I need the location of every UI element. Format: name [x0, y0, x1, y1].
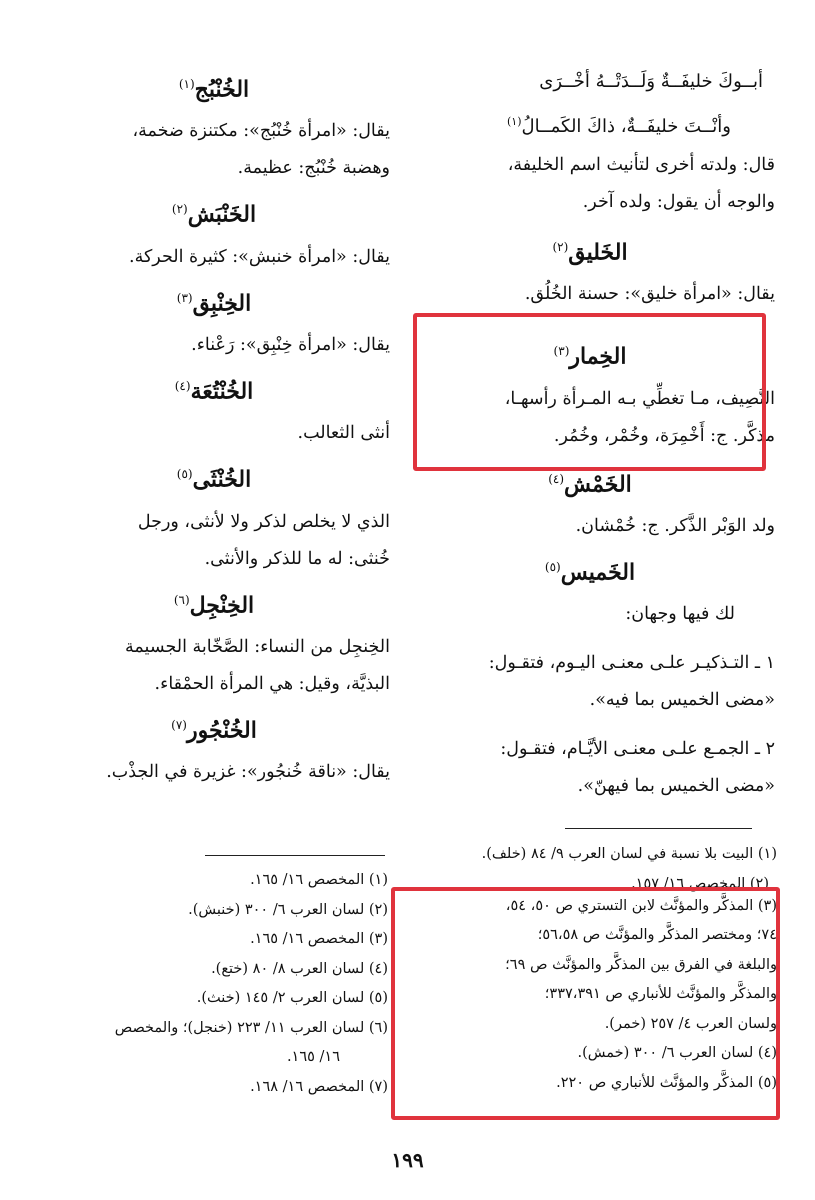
poem-verse-2 — [405, 102, 775, 147]
footnote-ref: (٢) — [552, 240, 569, 254]
footnote-line: والمذكَّر والمؤنَّث للأنباري ص ٣٣٧،٣٩١؛ — [544, 986, 777, 1002]
entry-title: الخُنْجُور — [186, 717, 257, 744]
entry-text: البذيَّة، وقيل: هي المرأة الحمْقاء. — [154, 673, 390, 694]
entry-heading — [38, 278, 390, 323]
entry-heading — [38, 366, 390, 411]
footnote-ref: (٣) — [553, 344, 570, 359]
entry-text: الخِنجِل من النساء: الصَّخّابة الجسيمة — [125, 636, 390, 657]
footnote-line: (١) المخصص ١٦/ ١٦٥. — [250, 872, 388, 888]
footnote-line: (٥) لسان العرب ٢/ ١٤٥ (خنث). — [196, 990, 388, 1006]
footnote-line: (١) البيت بلا نسبة في لسان العرب ٩/ ٨٤ (خلف). — [481, 846, 777, 862]
left-column — [38, 62, 390, 791]
footnote-ref: (٤) — [174, 378, 191, 393]
footnote-line: (٦) لسان العرب ١١/ ٢٢٣ (خنجل)؛ والمخصص — [114, 1019, 388, 1036]
entry-text: يقال: «ناقة خُنجُور»: غزيرة في الجذْب. — [106, 762, 390, 783]
entry-title: الخِنْبِق — [192, 289, 252, 316]
entry-heading — [38, 454, 390, 499]
entry-text: يقال: «امرأة خليق»: حسنة الخُلُق. — [524, 284, 775, 305]
footnote-ref: (٣) — [176, 290, 193, 305]
footnote-line: ولسان العرب ٤/ ٢٥٧ (خمر). — [604, 1015, 777, 1032]
footnote-line: (٤) لسان العرب ٨/ ٨٠ (ختع). — [211, 960, 388, 977]
entry-text: وهضبة خُنْبُج: عظيمة. — [237, 158, 390, 179]
entry-title: الخَليق — [568, 239, 628, 266]
highlight-box-khimar-footnotes — [391, 887, 780, 1120]
poem-footnote-ref: (١) — [506, 115, 522, 128]
entry-text: خُنثى: له ما للذكر والأنثى. — [204, 548, 390, 569]
entry-text: ٢ ـ الجمـع علـى معنـى الأيَّـام، فتقـول: — [500, 739, 775, 760]
footnote-ref: (٥) — [544, 559, 561, 574]
entry-title: الخُنْثَى — [192, 466, 252, 493]
entry-text: الذي لا يخلص لذكر ولا لأنثى، ورجل — [137, 511, 390, 532]
entry-title: الخَنْبَش — [187, 201, 257, 228]
footnote-line: (٤) لسان العرب ٦/ ٣٠٠ (خمش). — [577, 1045, 777, 1061]
entry-text: ١ ـ التـذكيـر علـى معنـى اليـوم، فتقـول: — [488, 653, 775, 674]
footnote-divider-left — [205, 855, 385, 856]
paragraph: قال: ولدته أخرى لتأنيث اسم الخليفة، — [507, 155, 775, 175]
entry-title: الخُنْبُج — [194, 76, 250, 103]
entry-text: لك فيها وجهان: — [625, 604, 735, 625]
entry-title: الخُنْتُعَة — [190, 378, 254, 405]
entry-text: «مضى الخميس بما فيهنّ». — [577, 776, 775, 797]
entry-heading — [38, 64, 390, 109]
entry-title: الخِنْجِل — [189, 591, 255, 618]
entry-title: الخَمْش — [564, 470, 632, 497]
footnote-divider-right — [565, 828, 752, 829]
footnote-ref: (٥) — [176, 467, 193, 482]
entry-heading — [38, 580, 390, 625]
entry-heading — [38, 705, 390, 750]
footnote-ref: (٦) — [173, 592, 190, 607]
footnote-ref: (٢) — [171, 202, 188, 217]
poem-verse-1: أبــوكَ خليفَــةٌ وَلَــدَتْــهُ أخْــرَى — [539, 71, 763, 92]
poem — [405, 62, 775, 147]
footnote-line: (٣) المخصص ١٦/ ١٦٥. — [250, 931, 388, 947]
footnote-line: (٥) المذكَّر والمؤنَّث للأنباري ص ٢٢٠. — [556, 1074, 777, 1091]
entry-text: أنثى الثعالب. — [297, 423, 390, 444]
footnote-ref: (٧) — [171, 717, 187, 732]
footnote-line: ١٦/ ١٦٥. — [286, 1049, 340, 1065]
entry-heading — [38, 189, 390, 234]
poem-verse-2-text: وأنْــتَ خليفَــةٌ، ذاكَ الكَمــالُ — [521, 116, 731, 137]
entry-text: مذكَّر. ج: أَخْمِرَة، وخُمْر، وخُمُر. — [553, 425, 775, 446]
footnote-ref: (٤) — [548, 471, 565, 486]
paragraph: والوجه أن يقول: ولده آخر. — [582, 192, 775, 212]
entry-heading — [405, 547, 775, 592]
entry-text: يقال: «امرأة خنبش»: كثيرة الحركة. — [129, 246, 390, 267]
entry-text: يقال: «امرأة خِنْبِق»: رَعْناء. — [191, 334, 390, 355]
footnotes-left — [40, 866, 388, 1102]
entry-title: الخَميس — [560, 559, 636, 586]
footnote-line: (٢) المخصص ١٦/ ١٥٧. — [631, 875, 769, 892]
footnote-ref: (١) — [178, 77, 195, 91]
entry-title: الخِمار — [569, 343, 627, 370]
entry-heading — [405, 227, 775, 272]
footnote-line: والبلغة في الفرق بين المذكَّر والمؤنَّث ص ٦٩؛ — [505, 956, 777, 973]
entry-text: «مضى الخميس بما فيه». — [589, 690, 775, 711]
footnote-line: ٧٤؛ ومختصر المذكَّر والمؤنَّث ص ٥٦،٥٨؛ — [537, 927, 777, 943]
footnote-line: (٧) المخصص ١٦/ ١٦٨. — [250, 1078, 388, 1095]
entry-text: النَّصِيف، مـا تغطِّي بـه المـرأة رأسهـا، — [504, 388, 775, 409]
footnote-line: (٣) المذكَّر والمؤنَّث لابن التستري ص ٥٠، ٥٤، — [505, 897, 777, 914]
entry-text: يقال: «امرأة خُنْبُج»: مكتنزة ضخمة، — [132, 121, 390, 142]
highlight-box-khimar-entry — [413, 313, 766, 471]
page-number: ١٩٩ — [391, 1148, 424, 1172]
entry-text: ولد الوَبْر الذَّكر. ج: خُمْشان. — [575, 515, 775, 536]
footnote-line: (٢) لسان العرب ٦/ ٣٠٠ (خنبش). — [188, 901, 388, 918]
